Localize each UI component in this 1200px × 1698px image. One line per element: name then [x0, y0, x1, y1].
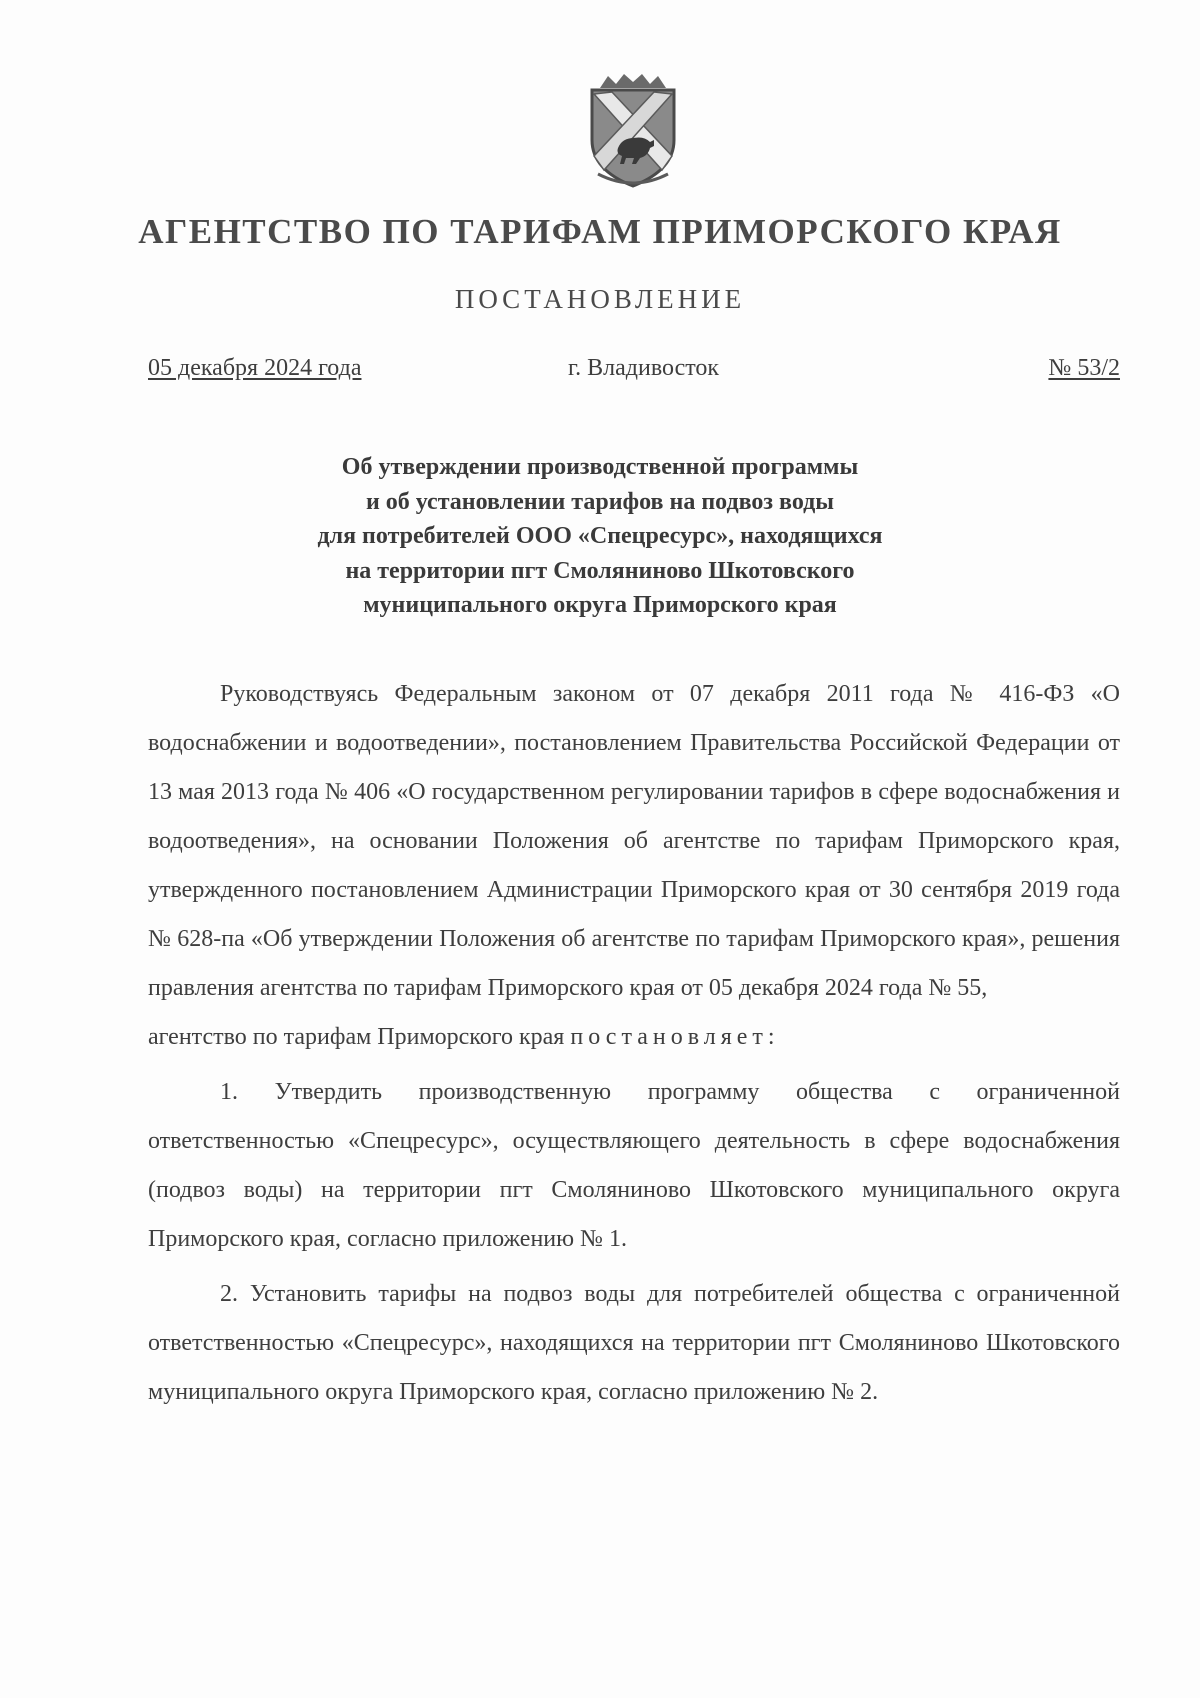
title-line: Об утверждении производственной программы	[341, 454, 859, 480]
coat-of-arms-icon	[578, 70, 688, 190]
item-2-paragraph: 2. Установить тарифы на подвоз воды для потребителей общества с ограниченной ответственностью «Спецресурс», находящихся на территории пгт Смоляниново Шкотовского муниципального округа Приморского края, согласно приложению № 2.	[148, 1281, 1120, 1405]
item-1-paragraph: 1. Утвердить производственную программу общества с ограниченной ответственностью «Спецресурс», осуществляющего деятельность в сфере водоснабжения (подвоз воды) на территории пгт Смоляниново Шкотовского муниципального округа Приморского края, согласно приложению № 1.	[148, 1079, 1120, 1252]
document-body	[148, 670, 1120, 1417]
title-line: и об установлении тарифов на подвоз воды	[365, 488, 835, 515]
document-type: ПОСТАНОВЛЕНИЕ	[454, 284, 746, 314]
document-meta	[148, 355, 1120, 391]
document-number: № 53/2	[1048, 355, 1120, 381]
title-line: на территории пгт Смоляниново Шкотовского	[345, 557, 855, 584]
document-title	[0, 450, 1200, 623]
title-line: для потребителей ООО «Спецресурс», находящихся	[317, 523, 883, 549]
preamble-paragraph: Руководствуясь Федеральным законом от 07 декабря 2011 года № 416-ФЗ «О водоснабжении и водоотведении», постановлением Правительства Российской Федерации от 13 мая 2013 года № 406 «О государственном регулировании тарифов в сфере водоснабжения и водоотведения», на основании Положения об агентстве по тарифам Приморского края, утвержденного постановлением Администрации Приморского края от 30 сентября 2019 года № 628-па «Об утверждении Положения об агентстве по тарифам Приморского края», решения правления агентства по тарифам Приморского края от 05 декабря 2024 года № 55,	[148, 681, 1120, 1001]
title-line: муниципального округа Приморского края	[363, 592, 837, 618]
document-city: г. Владивосток	[568, 355, 720, 381]
decree-lead: агентство по тарифам Приморского края	[148, 1024, 565, 1050]
decree-word: постановляет:	[570, 1024, 780, 1050]
document-date: 05 декабря 2024 года	[148, 355, 362, 381]
agency-name: АГЕНТСТВО ПО ТАРИФАМ ПРИМОРСКОГО КРАЯ	[138, 212, 1062, 251]
decree-paragraph	[148, 1013, 1120, 1062]
